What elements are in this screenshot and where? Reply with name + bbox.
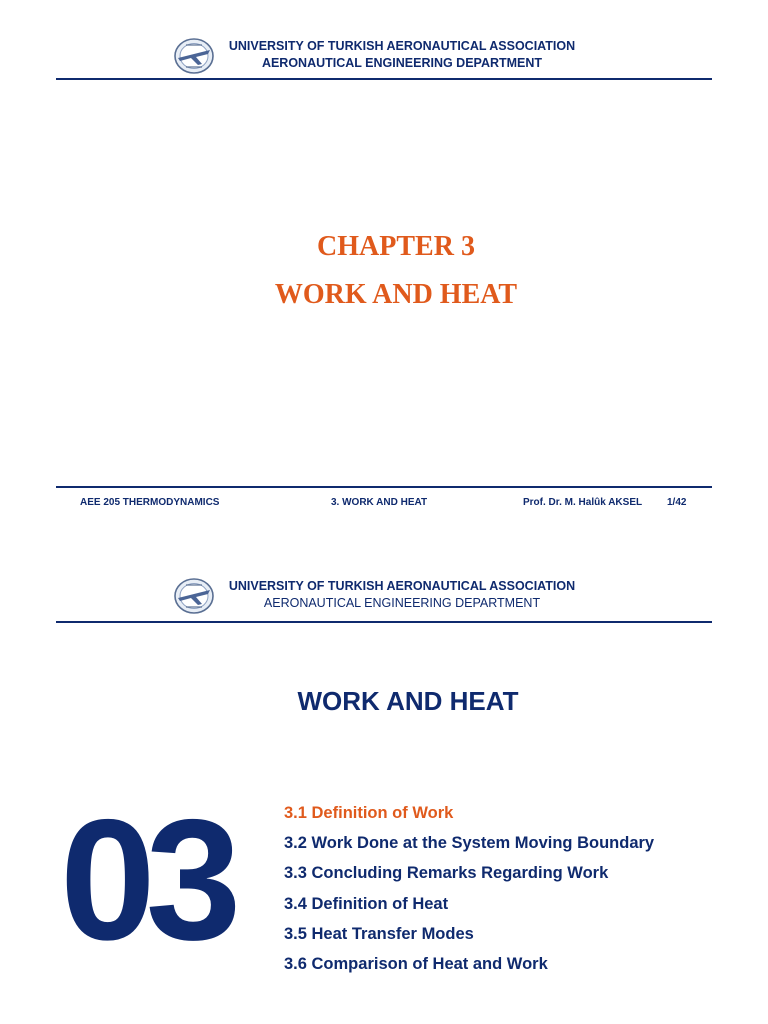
university-name: UNIVERSITY OF TURKISH AERONAUTICAL ASSOCIATION [228,39,576,53]
university-logo-icon [172,36,216,76]
university-logo-icon [172,576,216,616]
chapter-title: WORK AND HEAT [274,279,518,310]
toc-item-3-3[interactable]: 3.3 Concluding Remarks Regarding Work [284,864,609,883]
department-name: AERONAUTICAL ENGINEERING DEPARTMENT [263,596,541,610]
toc-item-3-1[interactable]: 3.1 Definition of Work [284,804,454,822]
slide-header [0,576,768,616]
chapter-number: 03 [60,784,232,976]
university-name: UNIVERSITY OF TURKISH AERONAUTICAL ASSOCIATION [228,579,576,593]
toc-item-3-4[interactable]: 3.4 Definition of Heat [284,894,449,913]
footer-course: AEE 205 THERMODYNAMICS [80,497,220,508]
footer-rule [56,486,712,488]
institution-heading [222,578,582,612]
slide-footer [0,497,768,513]
department-name: AERONAUTICAL ENGINEERING DEPARTMENT [261,56,543,70]
footer-section: 3. WORK AND HEAT [331,497,428,508]
toc-item-3-5[interactable]: 3.5 Heat Transfer Modes [284,924,474,943]
table-of-contents [284,798,654,979]
toc-item-3-2[interactable]: 3.2 Work Done at the System Moving Boundary [284,834,655,853]
footer-page-number: 1/42 [667,497,687,508]
header-rule [56,621,712,623]
section-title: WORK AND HEAT [297,686,519,716]
chapter-label: CHAPTER 3 [317,231,475,262]
footer-author: Prof. Dr. M. Halûk AKSEL [523,497,643,508]
slide-header [0,36,768,76]
header-rule [56,78,712,80]
institution-heading [222,38,582,72]
toc-item-3-6[interactable]: 3.6 Comparison of Heat and Work [284,955,548,974]
contents-slide [0,540,768,1024]
